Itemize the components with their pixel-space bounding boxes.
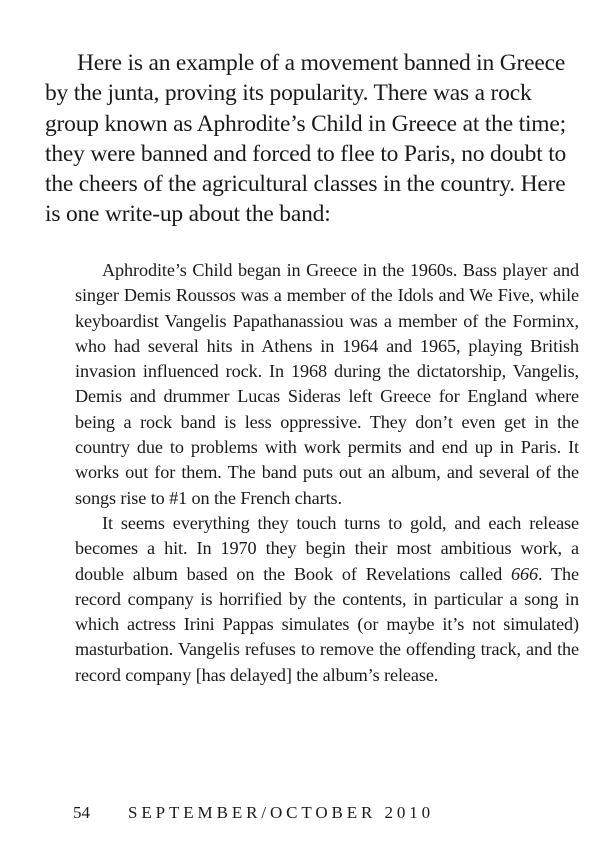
quote-paragraph-2 (75, 511, 579, 688)
quote-paragraph-2-end: . The record company is horrified by the contents, in particular a song in which actress Irini Pappas simulates (or maybe it’s not simulated) masturbation. Vangelis refuses to remove the offending track, and the record company [has delayed] the album’s release. (75, 563, 579, 685)
album-title: 666 (511, 563, 539, 584)
quote-paragraph-2-start: It seems everything they touch turns to gold, and each release becomes a hit. In 1970 they begin their most ambitious work, a double album based on the Book of Revelations called (75, 512, 579, 584)
page-number: 54 (73, 803, 90, 822)
issue-date: SEPTEMBER/OCTOBER 2010 (128, 803, 435, 822)
page-footer (73, 802, 513, 824)
block-quote (75, 258, 579, 688)
quote-paragraph-1: Aphrodite’s Child began in Greece in the 1960s. Bass player and singer Demis Roussos was a member of the Idols and We Five, while keyboardist Vangelis Papathanassiou was a member of the Forminx, who had several hits in Athens in 1964 and 1965, playing British invasion influenced rock. In 1968 during the dictatorship, Vangelis, Demis and drummer Lucas Sideras left Greece for England where being a rock band is less oppressive. They don’t even get in the country due to problems with work permits and end up in Paris. It works out for them. The band puts out an album, and several of the songs rise to #1 on the French charts. (75, 260, 579, 508)
intro-paragraph: Here is an example of a movement banned in Greece by the junta, proving its popularity. There was a rock group known as Aphrodite’s Child in Greece at the time; they were banned and forced to flee to Paris, no doubt to the cheers of the agricultural classes in the country. Here is one write-up about the band: (45, 50, 567, 228)
